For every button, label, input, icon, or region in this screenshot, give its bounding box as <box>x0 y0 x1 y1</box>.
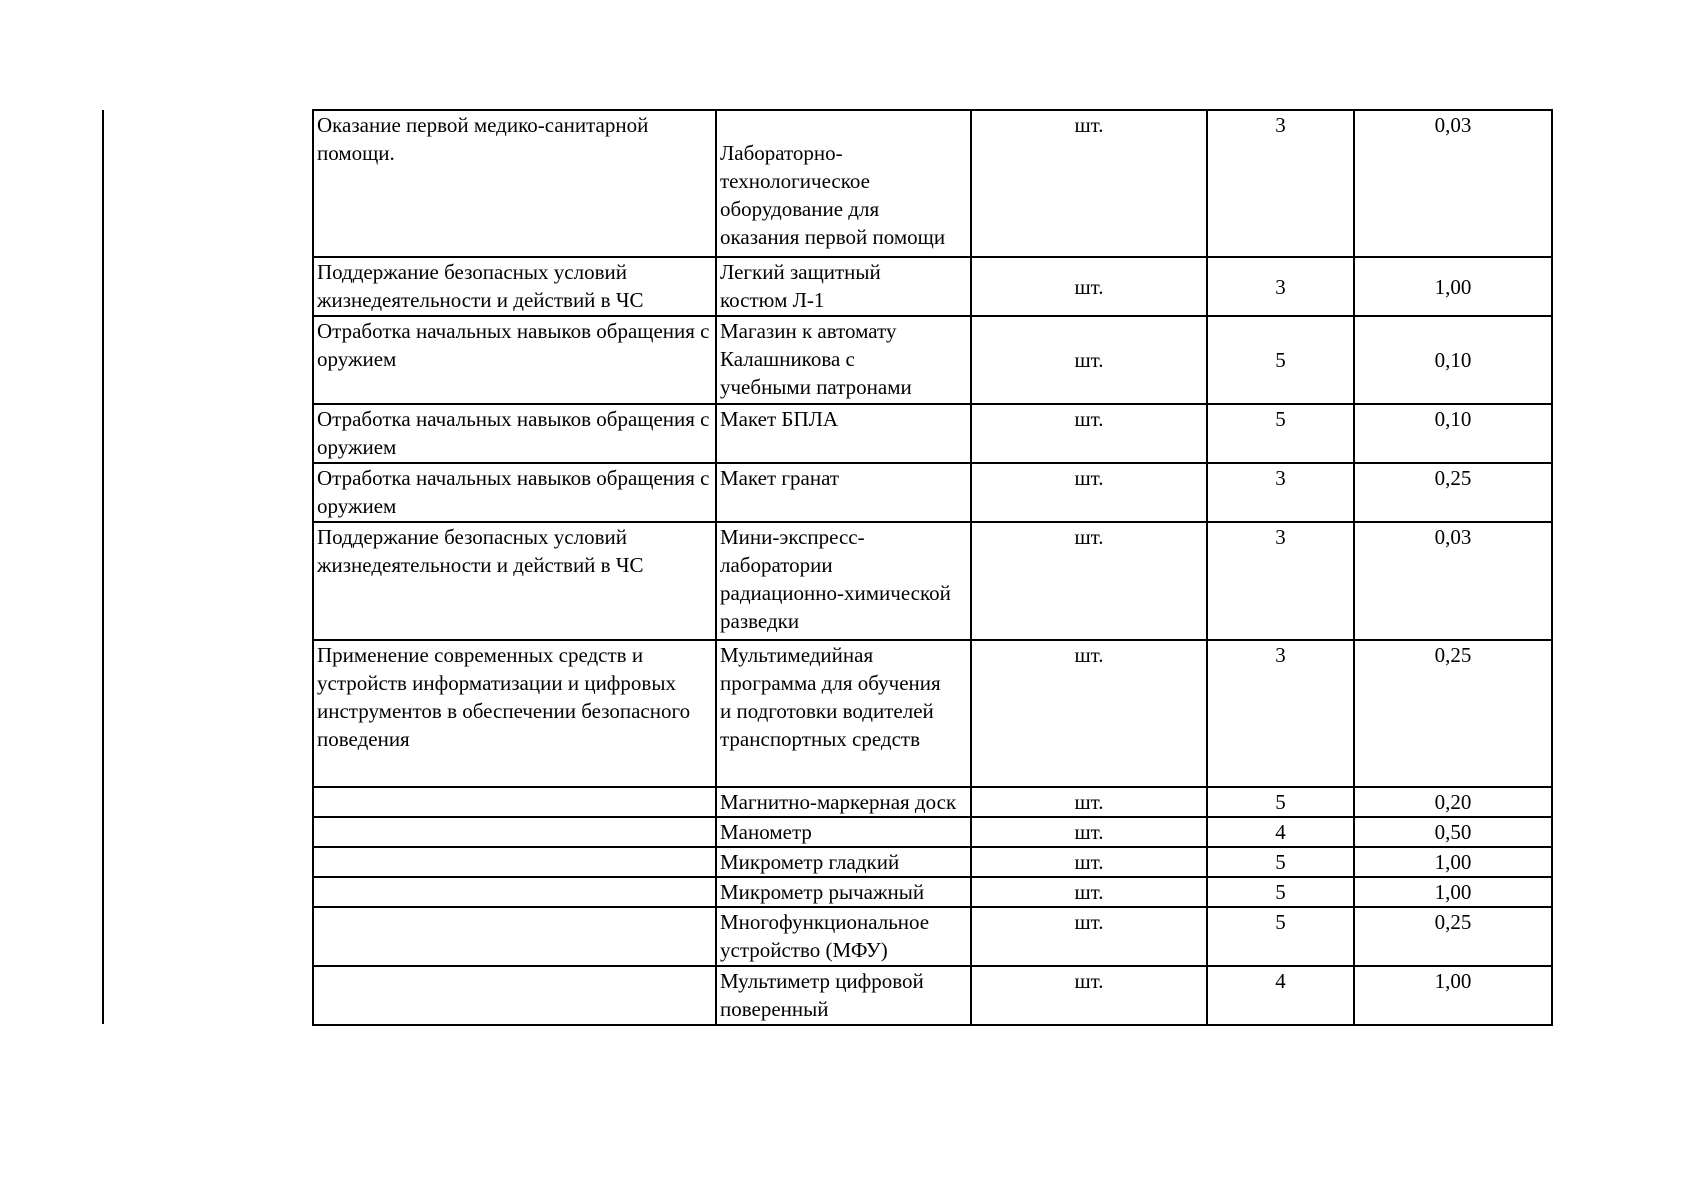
norm-cell: 0,10 <box>1354 404 1552 463</box>
page-margin-rule <box>102 110 104 1024</box>
equipment-cell: Мультимедийная программа для обучения и подготовки водителей транспортных средств <box>716 640 971 787</box>
quantity-cell: 5 <box>1207 316 1354 404</box>
equipment-table <box>312 109 1553 1026</box>
table-row <box>313 110 1552 257</box>
norm-cell: 0,25 <box>1354 907 1552 966</box>
quantity-cell: 3 <box>1207 463 1354 522</box>
quantity-cell: 3 <box>1207 640 1354 787</box>
table-row <box>313 966 1552 1025</box>
quantity-cell: 5 <box>1207 847 1354 877</box>
activity-cell: Применение современных средств и устройств информатизации и цифровых инструментов в обеспечении безопасного поведения <box>313 640 716 787</box>
equipment-cell: Многофункциональное устройство (МФУ) <box>716 907 971 966</box>
equipment-cell: Макет гранат <box>716 463 971 522</box>
activity-cell: Отработка начальных навыков обращения с оружием <box>313 463 716 522</box>
table-row <box>313 907 1552 966</box>
norm-cell: 1,00 <box>1354 257 1552 316</box>
quantity-cell: 4 <box>1207 817 1354 847</box>
activity-cell: Отработка начальных навыков обращения с оружием <box>313 404 716 463</box>
norm-cell: 0,25 <box>1354 463 1552 522</box>
unit-cell: шт. <box>971 463 1207 522</box>
table-row <box>313 847 1552 877</box>
activity-cell <box>313 877 716 907</box>
unit-cell: шт. <box>971 640 1207 787</box>
equipment-cell: Мультиметр цифровой поверенный <box>716 966 971 1025</box>
norm-cell: 0,50 <box>1354 817 1552 847</box>
unit-cell: шт. <box>971 110 1207 257</box>
norm-cell: 0,25 <box>1354 640 1552 787</box>
quantity-cell: 3 <box>1207 257 1354 316</box>
equipment-cell: Микрометр рычажный <box>716 877 971 907</box>
unit-cell: шт. <box>971 817 1207 847</box>
activity-cell: Поддержание безопасных условий жизнедеятельности и действий в ЧС <box>313 257 716 316</box>
norm-cell: 0,20 <box>1354 787 1552 817</box>
unit-cell: шт. <box>971 522 1207 640</box>
activity-cell <box>313 817 716 847</box>
activity-cell: Оказание первой медико-санитарной помощи. <box>313 110 716 257</box>
quantity-cell: 5 <box>1207 787 1354 817</box>
unit-cell: шт. <box>971 847 1207 877</box>
quantity-cell: 3 <box>1207 522 1354 640</box>
norm-cell: 0,10 <box>1354 316 1552 404</box>
unit-cell: шт. <box>971 316 1207 404</box>
norm-cell: 0,03 <box>1354 522 1552 640</box>
table-row <box>313 522 1552 640</box>
activity-cell: Поддержание безопасных условий жизнедеятельности и действий в ЧС <box>313 522 716 640</box>
table-row <box>313 257 1552 316</box>
table-row <box>313 404 1552 463</box>
equipment-cell: Манометр <box>716 817 971 847</box>
table-row <box>313 877 1552 907</box>
norm-cell: 1,00 <box>1354 847 1552 877</box>
quantity-cell: 4 <box>1207 966 1354 1025</box>
quantity-cell: 3 <box>1207 110 1354 257</box>
unit-cell: шт. <box>971 404 1207 463</box>
unit-cell: шт. <box>971 787 1207 817</box>
norm-cell: 1,00 <box>1354 877 1552 907</box>
unit-cell: шт. <box>971 257 1207 316</box>
activity-cell <box>313 787 716 817</box>
quantity-cell: 5 <box>1207 404 1354 463</box>
equipment-cell: Мини-экспресс- лаборатории радиационно-химической разведки <box>716 522 971 640</box>
table-row <box>313 640 1552 787</box>
unit-cell: шт. <box>971 966 1207 1025</box>
activity-cell <box>313 966 716 1025</box>
table-row <box>313 316 1552 404</box>
quantity-cell: 5 <box>1207 877 1354 907</box>
unit-cell: шт. <box>971 907 1207 966</box>
equipment-cell: Легкий защитный костюм Л-1 <box>716 257 971 316</box>
equipment-cell: Магнитно-маркерная доск <box>716 787 971 817</box>
equipment-cell: Микрометр гладкий <box>716 847 971 877</box>
activity-cell <box>313 847 716 877</box>
equipment-cell: Макет БПЛА <box>716 404 971 463</box>
equipment-cell: Магазин к автомату Калашникова с учебными патронами <box>716 316 971 404</box>
activity-cell: Отработка начальных навыков обращения с оружием <box>313 316 716 404</box>
quantity-cell: 5 <box>1207 907 1354 966</box>
table-row <box>313 463 1552 522</box>
norm-cell: 0,03 <box>1354 110 1552 257</box>
activity-cell <box>313 907 716 966</box>
table-row <box>313 787 1552 817</box>
equipment-cell: Лабораторно- технологическое оборудование для оказания первой помощи <box>716 110 971 257</box>
table-row <box>313 817 1552 847</box>
unit-cell: шт. <box>971 877 1207 907</box>
norm-cell: 1,00 <box>1354 966 1552 1025</box>
